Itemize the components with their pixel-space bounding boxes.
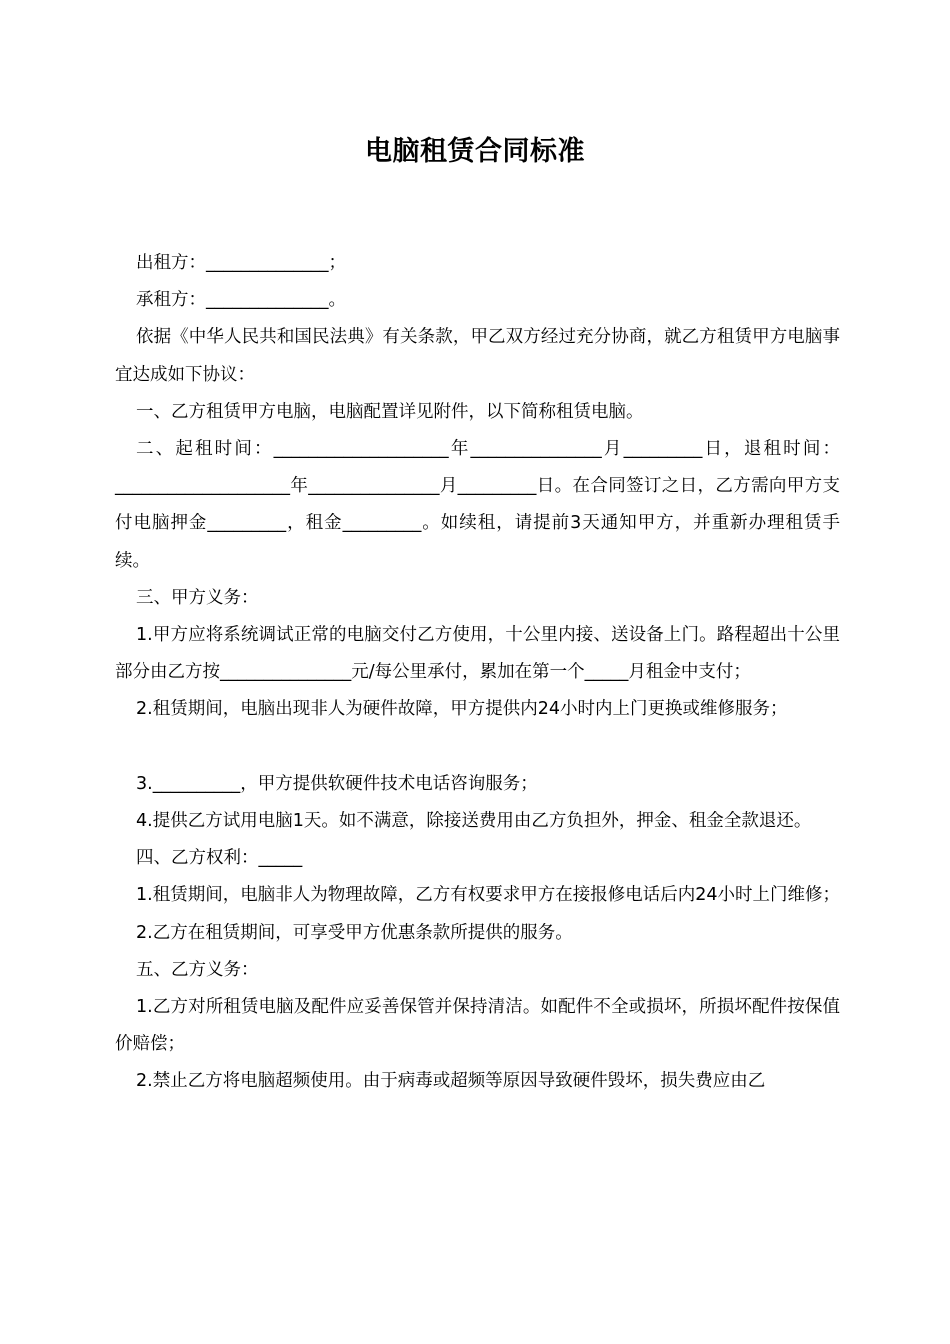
paragraph-clause-3-item-1: 1.甲方应将系统调试正常的电脑交付乙方使用，十公里内接、送设备上门。路程超出十公里部分由乙方按_______________元/每公里承付，累加在第一个_____月租金中支付； — [115, 625, 840, 683]
paragraph-blank — [115, 729, 840, 766]
paragraph-clause-4-heading: 四、乙方权利：_____ — [136, 848, 303, 869]
paragraph-clause-5-heading: 五、乙方义务： — [136, 959, 259, 980]
paragraph-preamble: 依据《中华人民共和国民法典》有关条款，甲乙双方经过充分协商，就乙方租赁甲方电脑事宜达成如下协议： — [115, 327, 840, 385]
paragraph-lessee: 承租方：______________。 — [136, 290, 346, 311]
paragraph-clause-1: 一、乙方租赁甲方电脑，电脑配置详见附件，以下简称租赁电脑。 — [136, 401, 644, 422]
paragraph-clause-3-item-3: 3.__________，甲方提供软硬件技术电话咨询服务； — [136, 773, 538, 794]
document-body — [115, 245, 840, 1101]
paragraph-clause-3-heading: 三、甲方义务： — [136, 587, 259, 608]
paragraph-clause-3-item-4: 4.提供乙方试用电脑1天。如不满意，除接送费用由乙方负担外，押金、租金全款退还。 — [136, 811, 812, 832]
document-title: 电脑租赁合同标准 — [365, 136, 585, 167]
paragraph-clause-5-item-2: 2.禁止乙方将电脑超频使用。由于病毒或超频等原因导致硬件毁坏，损失费应由乙 — [136, 1071, 766, 1092]
paragraph-clause-2: 二、起租时间：____________________年_______________月_________日，退租时间：____________________年_______________月_________日。在合同签订之日，乙方需向甲方支付电脑押金_________，租金_________。如续租，请提前3天通知甲方，并重新办理租赁手续。 — [115, 439, 840, 571]
paragraph-clause-5-item-1: 1.乙方对所租赁电脑及配件应妥善保管并保持清洁。如配件不全或损坏，所损坏配件按保值价赔偿； — [115, 997, 840, 1055]
paragraph-lessor: 出租方：______________； — [136, 253, 346, 273]
paragraph-clause-4-item-2: 2.乙方在租赁期间，可享受甲方优惠条款所提供的服务。 — [136, 922, 573, 943]
paragraph-clause-4-item-1: 1.租赁期间，电脑非人为物理故障，乙方有权要求甲方在接报修电话后内24小时上门维修； — [136, 885, 840, 906]
paragraph-clause-3-item-2: 2.租赁期间，电脑出现非人为硬件故障，甲方提供内24小时内上门更换或维修服务； — [136, 699, 788, 720]
